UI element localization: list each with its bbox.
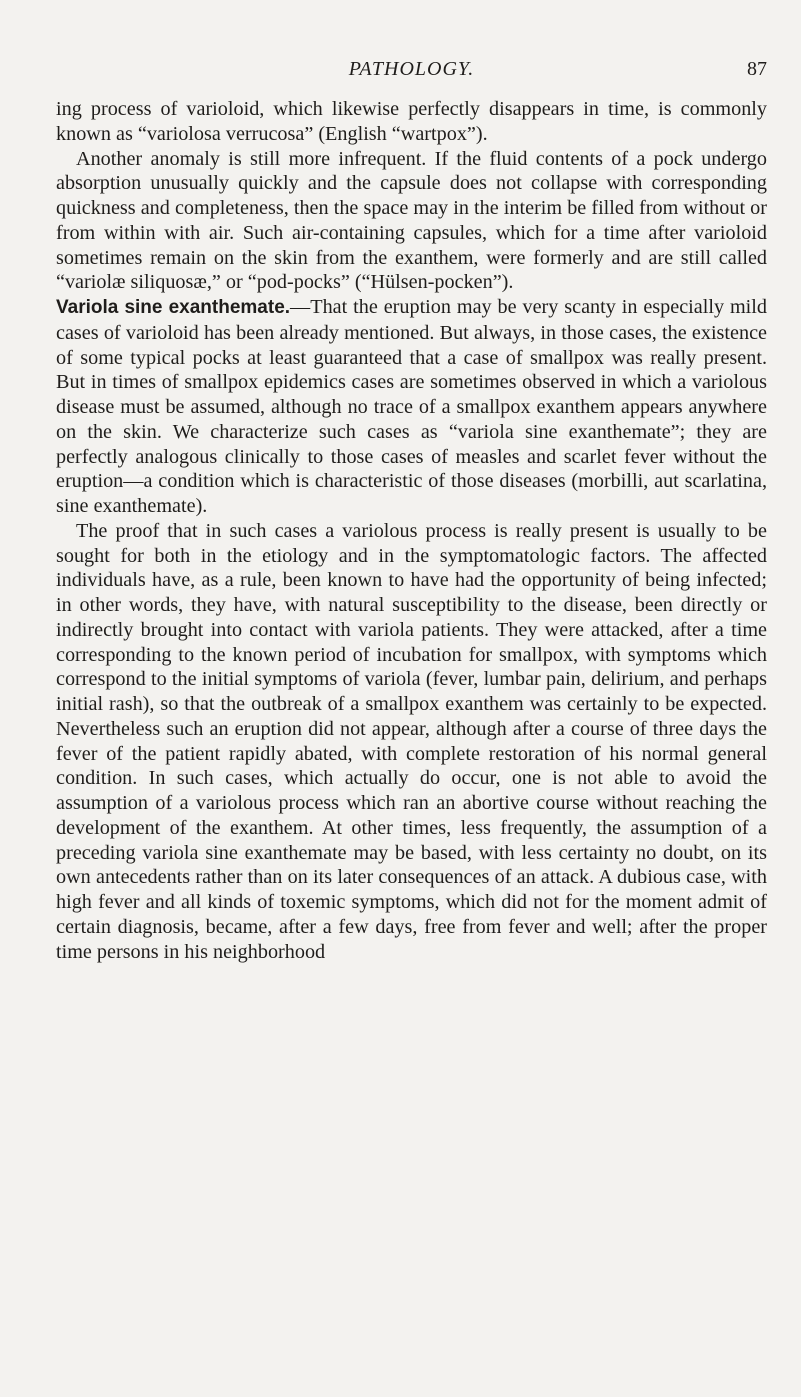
running-title: PATHOLOGY. [348, 58, 475, 80]
page-header [56, 58, 767, 88]
page-number: 87 [747, 58, 767, 80]
paragraph-3 [56, 295, 767, 519]
body-text [56, 97, 767, 964]
paragraph-4 [56, 519, 767, 965]
paragraph-4-text: The proof that in such cases a variolous process is really present is usually to be sought for both in the etiology and in the symptomatologic factors. The affected individuals have, as a rule, been known to have had the opportunity of being infected; in other words, they have, with natural susceptibility to the disease, been directly or indirectly brought into contact with variola patients. They were attacked, after a time corresponding to the known period of incubation for smallpox, with symptoms which correspond to the initial symptoms of variola (fever, lumbar pain, delirium, and perhaps initial rash), so that the outbreak of a smallpox exanthem was certainly to be expected. Nevertheless such an eruption did not appear, although after a course of three days the fever of the patient rapidly abated, with complete restoration of his normal general condition. In such cases, which actually do occur, one is not able to avoid the assumption of a variolous process which ran an abortive course without reaching the development of the exanthem. At other times, less frequently, the assumption of a preceding variola sine exanthemate may be based, with less certainty no doubt, on its own antecedents rather than on its later consequences of an attack. A dubious case, with high fever and all kinds of toxemic symptoms, which did not for the moment admit of certain diagnosis, became, after a few days, free from fever and well; after the proper time persons in his neighborhood [56, 519, 767, 963]
paragraph-1-text: ing process of varioloid, which likewise perfectly disappears in time, is commonly known as “variolosa verrucosa” (English “wartpox”). [56, 98, 767, 145]
paragraph-3-text: —That the eruption may be very scanty in especially mild cases of varioloid has been already mentioned. But always, in those cases, the existence of some typical pocks at least guaranteed that a case of smallpox was really present. But in times of smallpox epidemics cases are sometimes observed in which a variolous disease must be assumed, although no trace of a smallpox exanthem appears anywhere on the skin. We characterize such cases as “variola sine exanthemate”; they are perfectly analogous clinically to those cases of measles and scarlet fever without the eruption—a condition which is characteristic of those diseases (morbilli, aut scarlatina, sine exanthemate). [56, 296, 767, 517]
section-heading: Variola sine exanthemate. [56, 297, 291, 318]
paragraph-2 [56, 147, 767, 296]
paragraph-2-text: Another anomaly is still more infrequent. If the fluid contents of a pock undergo absorption unusually quickly and the capsule does not collapse with corresponding quickness and completeness, then the space may in the interim be filled from without or from within with air. Such air-containing capsules, which for a time after varioloid sometimes remain on the skin from the exanthem, were formerly and are still called “variolæ siliquosæ,” or “pod-pocks” (“Hülsen-pocken”). [56, 147, 767, 294]
paragraph-1 [56, 97, 767, 147]
